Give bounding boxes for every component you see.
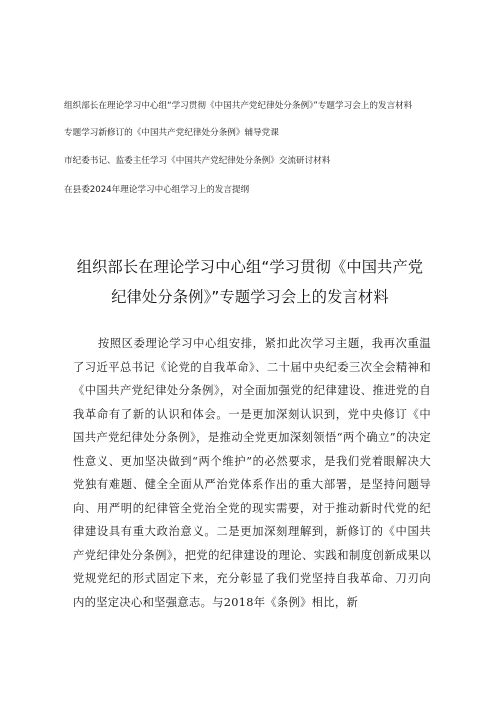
article-title: 组织部长在理论学习中心组“学习贯彻《中国共产党纪律处分条例》”专题学习会上的发言材料 — [76, 258, 424, 306]
table-of-contents — [64, 100, 444, 212]
toc-item-2[interactable]: 专题学习新修订的《中国共产党纪律处分条例》辅导党课 — [64, 127, 279, 138]
toc-item-1[interactable]: 组织部长在理论学习中心组“学习贯彻《中国共产党纪律处分条例》”专题学习会上的发言材料 — [64, 101, 413, 111]
toc-item-4[interactable]: 在县委2024年理论学习中心组学习上的发言提纲 — [64, 184, 250, 195]
toc-item-3[interactable]: 市纪委书记、监委主任学习《中国共产党纪律处分条例》交流研讨材料 — [64, 156, 331, 166]
article-paragraph: 按照区委理论学习中心组安排，紧扣此次学习主题，我再次重温了习近平总书记《论党的自我革命》、二十届中央纪委三次全会精神和《中国共产党纪律处分条例》，对全面加强党的纪律建设、推进党的自我革命有了新的认识和体会。一是更加深刻认识到，党中央修订《中国共产党纪律处分条例》，是推动全党更加深刻领悟“两个确立”的决定性意义、更加坚决做到“两个维护”的必然要求，是我们党着眼解决大党独有难题、健全全面从严治党体系作出的重大部署，是坚持问题导向、用严明的纪律管全党治全党的现实需要，对于推动新时代党的纪律建设具有重大政治意义。二是更加深刻理解到，新修订的《中国共产党纪律处分条例》，把党的纪律建设的理论、实践和制度创新成果以党规党纪的形式固定下来，充分彰显了我们党坚持自我革命、刀刃向内的坚定决心和坚强意志。与2018年《条例》相比，新 — [73, 337, 431, 609]
